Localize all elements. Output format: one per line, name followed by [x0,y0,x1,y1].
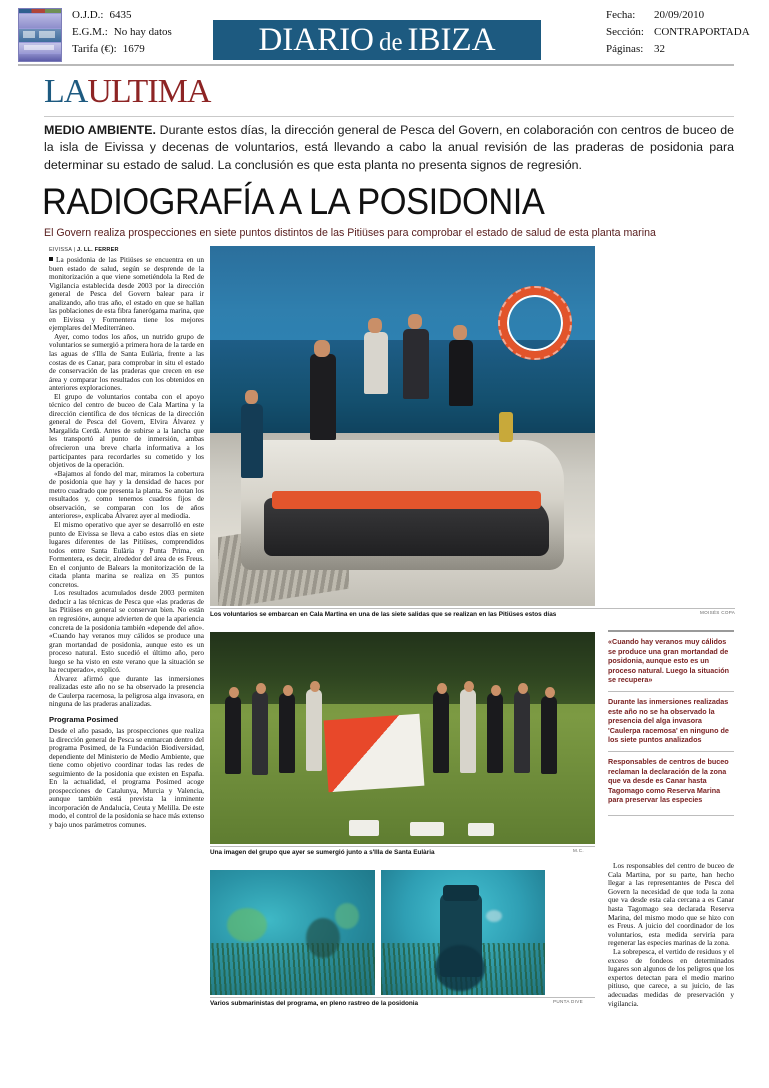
meta-paginas-label: Páginas: [606,43,644,55]
article-left-column [49,246,204,830]
photo-divers-caption: Varios submarinistas del programa, en pleno rastreo de la posidonia [210,1000,419,1007]
sidebar-rule [608,630,734,632]
meta-ojd-value: 6435 [109,9,132,21]
masthead-text [213,20,541,60]
photo-boarding-caption: Los voluntarios se embarcan en Cala Martina en una de las siete salidas que se realizan en las Pitiüses estos días [210,611,557,618]
paragraph: La sobrepesca, el vertido de residuos y el exceso de fondeos en determinados lugares son algunos de los peligros que los expertos detectan para el medio marino pitiuso, que carece, a su juicio, de las adecuadas medidas de preservación y vigilancia. [608,946,734,1008]
meta-tarifa-label: Tarifa (€): [72,43,117,55]
meta-fecha-value: 20/09/2010 [654,9,705,21]
caption-rule [210,846,595,847]
byline-sep: | [71,247,78,253]
article-right-column [608,862,734,1008]
meta-fecha-label: Fecha: [606,9,636,21]
page-subtitle: El Govern realiza prospecciones en siete puntos distintos de las Pitiüses para comprobar el estado de salud de esta planta marina [44,227,656,239]
photo-group [210,632,595,844]
article-subheading: Programa Posimed [49,714,119,724]
masthead-word1: DIARIO [258,22,374,58]
lifebuoy-icon [498,286,572,360]
meta-header [0,0,769,62]
sidebar-quote: Responsables de centros de buceo reclaman la declaración de la zona que va desde es Canar hasta Tagomago como Reserva Marina para preservar las especies [608,756,729,805]
meta-fecha [606,7,750,24]
photo-boarding [210,246,595,606]
paragraph: Los responsables del centro de buceo de Cala Martina, por su parte, han hecho llegar a las representantes de Pesca del Govern la necesidad de que toda la zona que va desde esta cala cercana a es Canar hasta Tagomago sea declarada Reserva Marina, del mismo modo que se hizo con es Freus. A juicio del coordinador de los voluntarios, esta medida serviría para regenerar las especies marinas de la zona. [608,861,734,948]
meta-seccion-label: Sección: [606,26,644,38]
sidebar-rule [608,815,734,816]
masthead [213,20,541,60]
photo-group-credit: M.C. [573,848,584,853]
meta-ojd [72,7,172,24]
meta-left-block [72,7,172,58]
meta-seccion [606,24,750,41]
header-divider [18,64,734,66]
paragraph: Ayer, como todos los años, un nutrido grupo de voluntarios se sumergió a primera hora de la tarde en las aguas de s'Illa de Santa Eulària, frente a las costas de es Canar, para comprobar in situ el estado de conservación de las praderas que crecen en ese área y comparar los resultados con los obtenidos en anteriores exploraciones. [49,331,204,393]
meta-egm-value: No hay datos [113,26,172,38]
meta-paginas [606,41,750,58]
photo-group-caption: Una imagen del grupo que ayer se sumergió junto a s'Illa de Santa Eulària [210,849,435,856]
section-title [44,74,210,110]
sidebar-highlights [608,630,734,821]
lead-paragraph [44,122,734,174]
article-left-body [49,256,204,830]
caption-rule [210,997,595,998]
byline [49,246,204,254]
lead-kicker: MEDIO AMBIENTE. [44,123,156,137]
paragraph: Álvarez afirmó que durante las inmersiones realizadas este año no se ha observado la presencia de Caulerpa racemosa, la peligrosa alga invasora, en ninguna de las praderas analizadas. [49,673,204,709]
masthead-word3: IBIZA [407,22,496,58]
sidebar-rule [608,691,734,692]
section-divider [44,116,734,117]
paragraph: El mismo operativo que ayer se desarrolló en este punto de Eivissa se lleva a cabo estos días en siete lugares diferentes de las Pitiüses, comprendidos todos entre Santa Eulària y Punta Prima, en Formentera, es decir, alrededor del área de es Freus. En el conjunto de Balears la monitorización de la citada planta marina se realiza en 35 puntos concretos. [49,519,204,589]
meta-egm [72,24,172,41]
meta-seccion-value: CONTRAPORTADA [654,26,750,38]
page-title: RADIOGRAFÍA A LA POSIDONIA [42,181,545,222]
photo-divers-credit: PUNTA DIVE [553,999,583,1004]
photo-diver-left [210,870,375,995]
sidebar-quote: «Cuando hay veranos muy cálidos se produce una gran mortandad de posidonia, aunque esto es un proceso natural. Luego la situación se recupera» [608,637,730,685]
paragraph: Los resultados acumulados desde 2003 permiten deducir a las técnicas de Pesca que «las praderas de las Pitiüses en general se conservan bien. No están en regresión», aunque advierten de que la apariencia concreta de la posidonia también «depende del año». «Cuando hay veranos muy cálidos se produce una gran mortandad de posidonia, aunque esto es un proceso natural. Esto sucedió el último año, pero luego se ha visto en este verano que la situación se ha recuperado», explicó. [49,588,204,675]
lead-text: Durante estos días, la dirección general de Pesca del Govern, en colaboración con centros de buceo de la isla de Eivissa y decenas de voluntarios, está llevando a cabo la anual revisión de las praderas de posidonia para determinar su estado de salud. La conclusión es que esta planta no presenta signos de regresión. [44,123,735,172]
page-thumbnail [18,8,62,62]
meta-egm-label: E.G.M.: [72,26,108,38]
paragraph: La posidonia de las Pitiüses se encuentra en un buen estado de salud, según se desprende de la monitorización a que viene sometiéndola la Red de Vigilancia establecida desde 2003 por la dirección general de Pesca del Govern balear para ir analizando, año tras año, el estado en que se hallan las poblaciones de esta fibra fanerógama marina, que en Eivissa y Formentera tiene los mejores ejemplares del Mediterráneo. [49,255,204,333]
photo-diver-right [381,870,545,995]
byline-author: J. LL. FERRER [77,247,119,253]
byline-place: EIVISSA [49,247,72,253]
dive-club-flag [323,714,424,793]
masthead-word2: de [378,29,403,56]
paragraph: El grupo de voluntarios contaba con el apoyo técnico del centro de buceo de Cala Martina y la dirección científica de dos técnicas de la dirección general de Pesca del Govern, Elvira Álvarez y Margalida Cerdà. Antes de subirse a la lancha que les transportó al punto de inmersión, ambas ofrecieron una breve charla informativa a los participantes para recordarles su cometido y los objetivos de la operación. [49,391,204,470]
meta-ojd-label: O.J.D.: [72,9,104,21]
meta-paginas-value: 32 [654,43,665,55]
caption-rule [210,608,735,609]
section-title-ultima: ULTIMA [87,73,211,110]
paragraph: Desde el año pasado, las prospecciones que realiza la dirección general de Pesca se enmarcan dentro del programa Posimed, de la Fundación Biodiversidad, dependiente del Ministerio de Medio Ambiente, que tiene como objetivo coordinar todas las redes de seguimiento de la posidonia que existen en España. En la actualidad, el programa Posimed acoge prospecciones de Catalunya, Murcia y Valencia, aunque también está prevista la inminente incorporación de Andalucía, Ceuta y Melilla. De este modo, el control de la posidonia se hace más extenso y bajo unos parámetros comunes. [49,725,205,829]
section-title-la: LA [44,73,88,110]
paragraph: «Bajamos al fondo del mar, miramos la cobertura de posidonia que hay y la densidad de haces por metro cuadrado que presenta la planta. Se anotan los resultados y, como tenemos cuadros fijos de observación, se comparan con los de años anteriores», explicaba Álvarez ayer al mediodía. [49,468,204,521]
photo-boarding-credit: MOISÉS COPA [700,610,736,615]
meta-tarifa [72,41,172,58]
meta-tarifa-value: 1679 [122,43,145,55]
meta-right-block [606,7,750,58]
sidebar-rule [608,751,734,752]
sidebar-quote: Durante las inmersiones realizadas este año no se ha observado la presencia del alga invasora 'Caulerpa racemosa' en ninguno de los siete puntos analizados [608,696,729,745]
